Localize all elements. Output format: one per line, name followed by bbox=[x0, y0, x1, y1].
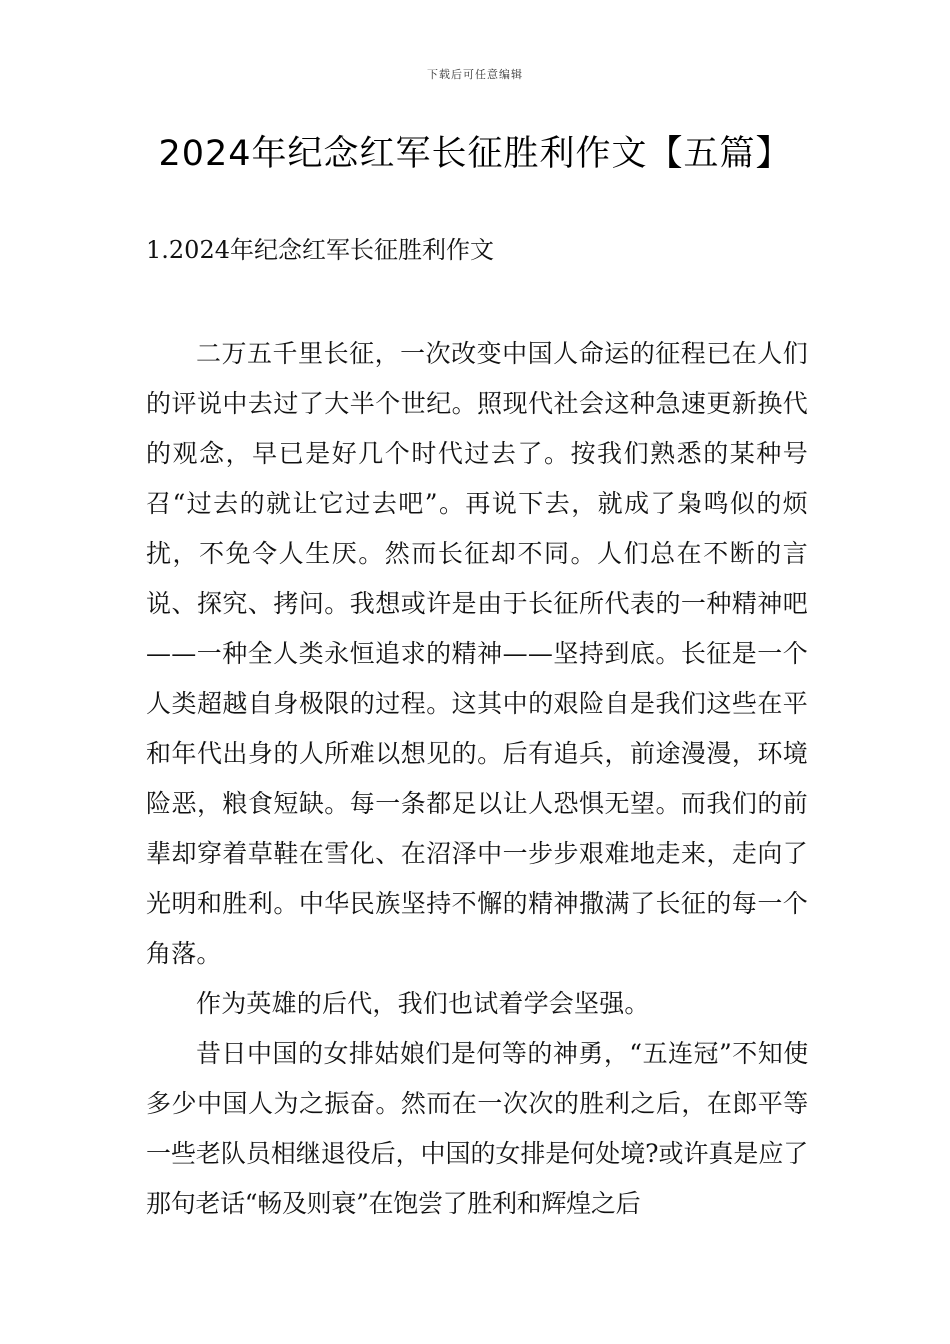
section-heading: 1.2024年纪念红军长征胜利作文 bbox=[146, 236, 494, 264]
paragraph: 昔日中国的女排姑娘们是何等的神勇，“五连冠”不知使多少中国人为之振奋。然而在一次次的胜利之后，在郎平等一些老队员相继退役后，中国的女排是何处境?或许真是应了那句老话“畅及则衰”在饱尝了胜利和辉煌之后 bbox=[146, 1039, 808, 1218]
paragraph: 二万五千里长征，一次改变中国人命运的征程已在人们的评说中去过了大半个世纪。照现代社会这种急速更新换代的观念，早已是好几个时代过去了。按我们熟悉的某种号召“过去的就让它过去吧”。再说下去，就成了枭鸣似的烦扰，不免令人生厌。然而长征却不同。人们总在不断的言说、探究、拷问。我想或许是由于长征所代表的一种精神吧——一种全人类永恒追求的精神——坚持到底。长征是一个人类超越自身极限的过程。这其中的艰险自是我们这些在平和年代出身的人所难以想见的。后有追兵，前途漫漫，环境险恶，粮食短缺。每一条都足以让人恐惧无望。而我们的前辈却穿着草鞋在雪化、在沼泽中一步步艰难地走来，走向了光明和胜利。中华民族坚持不懈的精神撒满了长征的每一个角落。 bbox=[146, 339, 808, 968]
document-title: 2024年纪念红军长征胜利作文【五篇】 bbox=[158, 134, 792, 174]
body-text bbox=[146, 329, 808, 1229]
paragraph: 作为英雄的后代，我们也试着学会坚强。 bbox=[196, 989, 650, 1018]
header-note: 下载后可任意编辑 bbox=[427, 68, 523, 81]
